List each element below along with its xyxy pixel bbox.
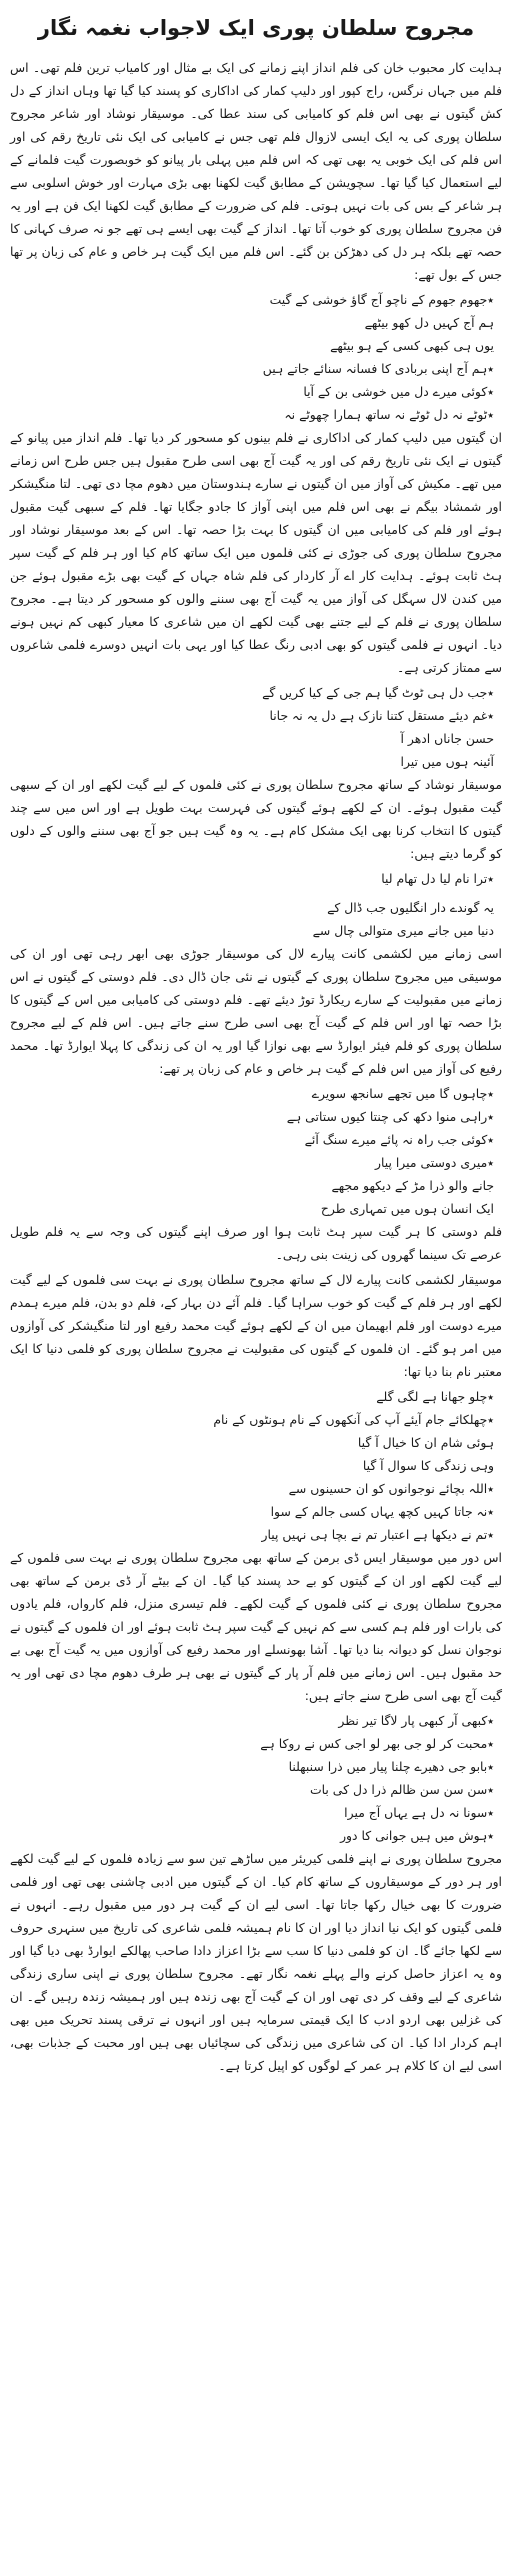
song-lyric-line: جانے والو ذرا مڑ کے دیکھو مجھے	[331, 1178, 494, 1193]
article-title: مجروح سلطان پوری ایک لاجواب نغمہ نگار	[37, 16, 475, 40]
song-lyric-line: ٭جھوم جھوم کے ناچو آج گاؤ خوشی کے گیت	[269, 292, 494, 307]
song-lyric-line: ٭چاہوں گا میں تجھے سانجھ سویرے	[311, 1086, 494, 1101]
song-lyric-line: ٭کوئی میرے دل میں خوشی بن کے آیا	[303, 384, 494, 399]
article-paragraph: موسیقار لکشمی کانت پیارے لال کے ساتھ مجروح سلطان پوری نے بہت سی فلموں کے لیے گیت لکھے اور ہر فلم کے گیت کو خوب سراہا گیا۔ فلم آئے دن بہار کے، فلم دو بدن، فلم میرے ہمدم میرے دوست اور فلم ابھیمان میں ان کے لکھے ہوئے گیت محمد رفیع اور لتا منگیشکر کی آوازوں میں امر ہو گئے۔ ان فلموں کے گیتوں کی مقبولیت نے مجروح سلطان پوری کو فلمی دنیا کا ایک معتبر نام بنا دیا تھا:	[10, 1272, 502, 1379]
song-lyric-line: ہم آج کہیں دل کھو بیٹھے	[364, 315, 494, 330]
song-lyric-line: ٭سن سن سن ظالم ذرا دل کی بات	[309, 1782, 494, 1797]
article-paragraph: ہدایت کار محبوب خان کی فلم انداز اپنے زمانے کی ایک بے مثال اور کامیاب ترین فلم تھی۔ اس فلم میں جہاں نرگس، راج کپور اور دلیپ کمار کی اداکاری کو پسند کیا گیا تھا وہاں انداز کے دل کش گیتوں نے بھی اس فلم کو کامیابی کی سند عطا کی۔ موسیقار نوشاد اور شاعر مجروح سلطان پوری کی یہ ایک ایسی لازوال فلم تھی جس نے کامیابی کی ایک نئی تاریخ رقم کی اور اس فلم کی ایک خوبی یہ بھی تھی کہ اس فلم میں پہلی بار پیانو کو خوبصورت گیت فلمانے کے لیے استعمال کیا گیا تھا۔ سچویشن کے مطابق گیت لکھنا بھی بڑی مہارت اور خوش اسلوبی سے ہر شاعر کے بس کی بات نہیں ہوتی۔ فلم کی ضرورت کے مطابق گیت لکھنا ایک فن ہے اور یہ فن مجروح سلطان پوری کو خوب آتا تھا۔ انداز کے گیت بھی ایسے ہی تھے جو نہ صرف کہانی کا حصہ تھے بلکہ ہر دل کی دھڑکن بن گئے۔ اس فلم میں ایک گیت ہر خاص و عام کی زبان پر تھا جس کے بول تھے:	[10, 60, 502, 282]
song-lyric-line: ٭تم نے دیکھا ہے اعتبار تم نے بچا ہی نہیں پیار	[261, 1527, 494, 1542]
article-paragraph: مجروح سلطان پوری نے اپنے فلمی کیریئر میں ساڑھے تین سو سے زیادہ فلموں کے لیے گیت لکھے اور ہر دور کے موسیقاروں کے ساتھ کام کیا۔ ان کے گیتوں میں ادبی چاشنی بھی تھی اور فلمی ضرورت کا بھی خیال رکھا جاتا تھا۔ اسی لیے ان کے گیت ہر دور میں مقبول رہے۔ انہوں نے فلمی گیتوں کو ایک نیا انداز دیا اور ان کا نام ہمیشہ فلمی شاعری کی تاریخ میں سنہری حروف سے لکھا جائے گا۔ ان کو فلمی دنیا کا سب سے بڑا اعزاز دادا صاحب پھالکے ایوارڈ بھی دیا گیا اور وہ یہ اعزاز حاصل کرنے والے پہلے نغمہ نگار تھے۔ مجروح سلطان پوری نے اپنی ساری زندگی شاعری کے لیے وقف کر دی تھی اور ان کے گیت آج بھی زندہ ہیں اور ہمیشہ زندہ رہیں گے۔ ان کی غزلیں بھی اردو ادب کا ایک قیمتی سرمایہ ہیں اور انہوں نے ترقی پسند تحریک میں بھی اہم کردار ادا کیا۔ ان کی شاعری میں زندگی کی سچائیاں بھی ہیں اور محبت کے جذبات بھی، اسی لیے ان کا کلام ہر عمر کے لوگوں کو اپیل کرتا ہے۔	[10, 1851, 502, 2073]
song-lyric-line: ٭سونا نہ دل ہے یہاں آج میرا	[344, 1805, 494, 1820]
song-lyric-line: ٭کوئی جب راہ نہ پائے میرے سنگ آئے	[304, 1132, 494, 1147]
article-paragraph: اس دور میں موسیقار ایس ڈی برمن کے ساتھ بھی مجروح سلطان پوری نے بہت سی فلموں کے لیے گیت لکھے اور ان کے گیتوں کو بے حد پسند کیا گیا۔ ان کے بیٹے آر ڈی برمن کے ساتھ بھی مجروح سلطان پوری نے کئی فلموں کے گیت لکھے۔ فلم تیسری منزل، فلم کارواں، فلم یادوں کی بارات اور فلم ہم کسی سے کم نہیں کے گیت سپر ہٹ ثابت ہوئے اور ان فلموں کے گیتوں نے نوجوان نسل کو دیوانہ بنا دیا تھا۔ آشا بھونسلے اور محمد رفیع کی آوازوں میں یہ گیت آج بھی بے حد مقبول ہیں۔ اس زمانے میں فلم آر پار کے گیتوں نے بھی ہر طرف دھوم مچا دی تھی اور یہ گیت آج بھی اسی طرح سنے جاتے ہیں:	[10, 1550, 502, 1703]
song-lyric-line: یوں ہی کبھی کسی کے ہو بیٹھے	[330, 338, 494, 353]
song-lyric-line: آئینہ ہوں میں تیرا	[400, 754, 494, 769]
song-lyric-line: ٭جب دل ہی ٹوٹ گیا ہم جی کے کیا کریں گے	[262, 685, 494, 700]
song-lyric-line: ٭کبھی آر کبھی پار لاگا تیر نظر	[338, 1713, 494, 1728]
song-lyric-line: ٭چھلکائے جام آیئے آپ کی آنکھوں کے نام ہونٹوں کے نام	[213, 1412, 494, 1427]
song-lyric-line: یہ گوندے دار انگلیوں جب ڈال کے	[327, 900, 494, 915]
song-lyric-line: ہوئی شام ان کا خیال آ گیا	[357, 1435, 494, 1450]
song-lyric-line: دنیا میں جانے میری متوالی چال سے	[312, 923, 494, 938]
song-lyric-line: ٭ہم آج اپنی بربادی کا فسانہ سنائے جاتے ہیں	[262, 361, 494, 376]
article-paragraph: ان گیتوں میں دلیپ کمار کی اداکاری نے فلم بینوں کو مسحور کر دیا تھا۔ فلم انداز میں پیانو کے گیتوں نے ایک نئی تاریخ رقم کی اور یہ گیت آج بھی اسی طرح مقبول ہیں جس طرح اس زمانے میں تھے۔ مکیش کی آواز میں ان گیتوں نے سارے ہندوستان میں دھوم مچا دی تھی۔ لتا منگیشکر اور شمشاد بیگم نے بھی اس فلم میں اپنی آواز کا جادو جگایا تھا۔ فلم کے سبھی گیت مقبول ہوئے اور فلم کی کامیابی میں ان گیتوں کا بہت بڑا حصہ تھا۔ اس کے بعد موسیقار نوشاد اور مجروح سلطان پوری کی جوڑی نے کئی فلموں میں ایک ساتھ کام کیا اور ہر فلم کے گیت سپر ہٹ ثابت ہوئے۔ ہدایت کار اے آر کاردار کی فلم شاہ جہاں کے گیت بھی بڑے مقبول ہوئے جن میں کندن لال سہگل کی آواز میں یہ گیت آج بھی سننے والوں کو مسحور کر دیتا ہے۔ مجروح سلطان پوری نے فلم کے لیے جتنے بھی گیت لکھے ان میں شاعری کا معیار کبھی کم نہیں ہونے دیا۔ انہوں نے فلمی گیتوں کو بھی ادبی رنگ عطا کیا اور یہی بات انہیں دوسرے فلمی شاعروں سے ممتاز کرتی ہے۔	[10, 430, 502, 675]
song-lyric-line: وہی زندگی کا سوال آ گیا	[362, 1458, 494, 1473]
song-lyric-line: ٭محبت کر لو جی بھر لو اجی کس نے روکا ہے	[260, 1736, 494, 1751]
song-lyric-line: حسن جاناں ادھر آ	[400, 731, 494, 746]
song-lyric-line: ایک انسان ہوں میں تمہاری طرح	[320, 1201, 494, 1216]
song-lyric-line: ٭چلو جھانا ہے لگی گلے	[376, 1389, 494, 1404]
song-lyric-line: ٭راہی منوا دکھ کی چنتا کیوں ستاتی ہے	[286, 1109, 494, 1124]
article-paragraph: موسیقار نوشاد کے ساتھ مجروح سلطان پوری نے کئی فلموں کے لیے گیت لکھے اور ان کے سبھی گیت مقبول ہوئے۔ ان کے لکھے ہوئے گیتوں کی فہرست بہت طویل ہے اور اس میں سے چند گیتوں کا انتخاب کرنا بھی ایک مشکل کام ہے۔ یہ وہ گیت ہیں جو آج بھی سننے والوں کے دلوں کو گرما دیتے ہیں:	[10, 777, 502, 861]
article-body	[10, 56, 502, 2077]
article-paragraph: اسی زمانے میں لکشمی کانت پیارے لال کی موسیقار جوڑی بھی ابھر رہی تھی اور ان کی موسیقی میں مجروح سلطان پوری کے گیتوں نے نئی جان ڈال دی۔ فلم دوستی کے گیتوں نے اس زمانے میں مقبولیت کے سارے ریکارڈ توڑ دیئے تھے۔ فلم دوستی کی کامیابی میں اس کے گیتوں کا بڑا حصہ تھا اور اس فلم کے گیت آج بھی اسی طرح سنے جاتے ہیں۔ اس فلم کے لیے مجروح سلطان پوری کو فلم فیئر ایوارڈ سے بھی نوازا گیا اور یہ ان کی زندگی کا پہلا ایوارڈ تھا۔ محمد رفیع کی آواز میں اس فلم کے گیت ہر خاص و عام کی زبان پر تھے:	[10, 946, 502, 1076]
song-lyric-line: ٭میری دوستی میرا پیار	[374, 1155, 494, 1170]
song-lyric-line: ٭غم دیئے مستقل کتنا نازک ہے دل یہ نہ جانا	[269, 708, 494, 723]
song-lyric-line: ٭اللہ بچائے نوجوانوں کو ان حسینوں سے	[288, 1481, 494, 1496]
song-lyric-line: ٭بابو جی دھیرے چلنا پیار میں ذرا سنبھلنا	[288, 1759, 494, 1774]
song-lyric-line: ٭ہوش میں ہیں جوانی کا دور	[340, 1828, 494, 1843]
song-lyric-line: ٭نہ جاتا کہیں کچھ یہاں کسی جالم کے سوا	[270, 1504, 494, 1519]
song-lyric-line: ٭ترا نام لیا دل تھام لیا	[381, 871, 494, 886]
song-lyric-line: ٭ٹوٹے نہ دل ٹوٹے نہ ساتھ ہمارا چھوٹے نہ	[284, 407, 494, 422]
article-paragraph: فلم دوستی کا ہر گیت سپر ہٹ ثابت ہوا اور صرف اپنے گیتوں کی وجہ سے یہ فلم طویل عرصے تک سینما گھروں کی زینت بنی رہی۔	[10, 1224, 502, 1262]
